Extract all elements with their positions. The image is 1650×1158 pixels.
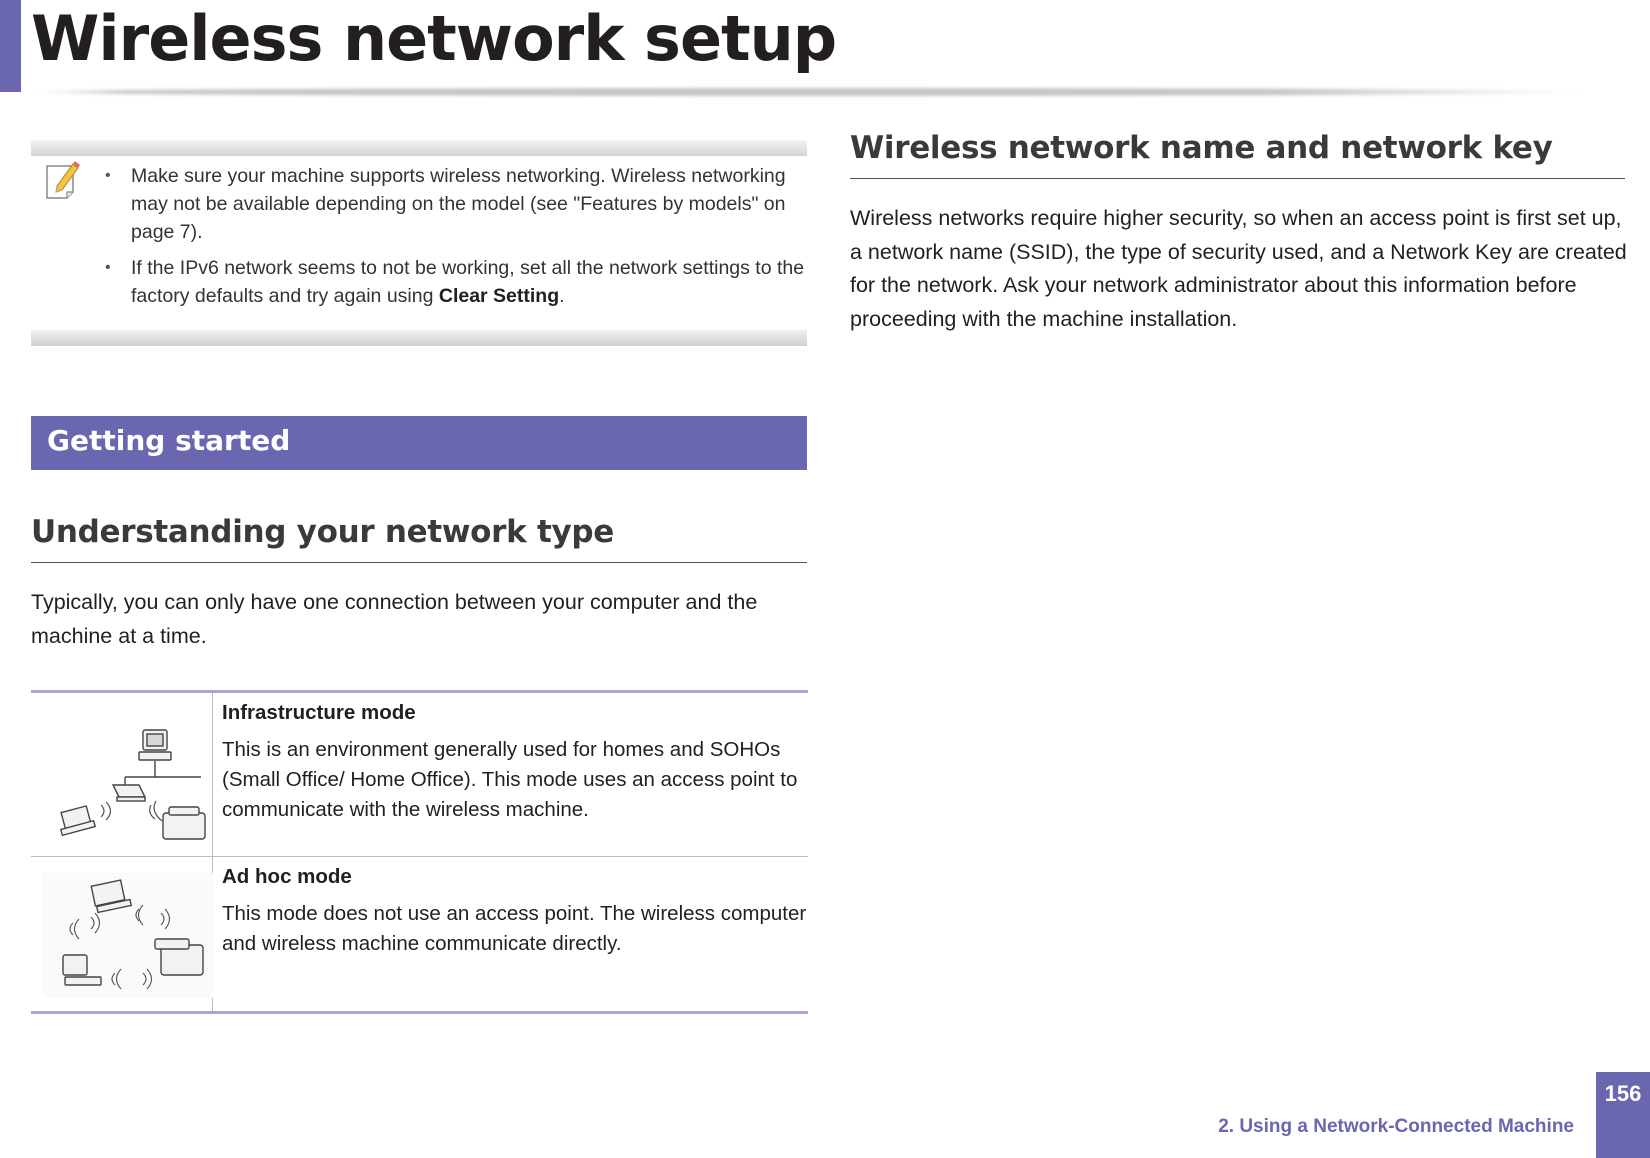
infrastructure-mode-title: Infrastructure mode xyxy=(222,701,416,724)
network-key-heading: Wireless network name and network key xyxy=(850,130,1553,166)
section-banner xyxy=(31,416,807,470)
clear-setting-label: Clear Setting xyxy=(438,285,560,307)
network-type-body: Typically, you can only have one connection between your computer and the machine at a time. xyxy=(31,590,758,648)
note-bottom-band xyxy=(31,330,807,346)
table-row xyxy=(31,693,808,856)
note-item-text: Make sure your machine supports wireless networking. Wireless networking may not be available depending on the model (see "Features by models" on page 7). xyxy=(131,165,786,243)
note-item xyxy=(101,162,807,246)
note-item-text-end: . xyxy=(559,285,565,307)
infrastructure-mode-description: This is an environment generally used for homes and SOHOs (Small Office/ Home Office). This mode uses an access point to communicate with the wireless machine. xyxy=(222,738,798,821)
ad-hoc-mode-title: Ad hoc mode xyxy=(222,865,352,888)
note-item xyxy=(101,254,807,310)
infrastructure-mode-diagram xyxy=(43,705,213,840)
ad-hoc-mode-diagram xyxy=(43,873,213,998)
note-pencil-icon xyxy=(43,160,83,202)
network-type-rule xyxy=(31,562,807,563)
table-bottom-rule xyxy=(31,1011,808,1014)
network-type-heading: Understanding your network type xyxy=(31,514,615,550)
page-number: 156 xyxy=(1596,1072,1650,1158)
note-list xyxy=(101,162,807,318)
table-row xyxy=(31,857,808,1011)
ad-hoc-mode-description: This mode does not use an access point. The wireless computer and wireless machine communicate directly. xyxy=(222,902,807,955)
page-title: Wireless network setup xyxy=(31,2,837,75)
note-item-text: If the IPv6 network seems to not be working, set all the network settings to the factory defaults and try again using xyxy=(131,257,805,307)
title-divider xyxy=(31,88,1591,96)
network-key-body: Wireless networks require higher security, so when an access point is first set up, a network name (SSID), the type of security used, and a Network Key are created for the network. Ask your network administrator about this information before proceeding with the machine installation. xyxy=(850,206,1627,331)
footer-chapter: 2. Using a Network-Connected Machine xyxy=(1218,1116,1574,1137)
network-key-rule xyxy=(850,178,1625,179)
note-top-band xyxy=(31,140,807,156)
section-title: Getting started xyxy=(47,424,291,457)
note-box xyxy=(31,140,807,346)
title-accent-bar xyxy=(0,0,21,92)
